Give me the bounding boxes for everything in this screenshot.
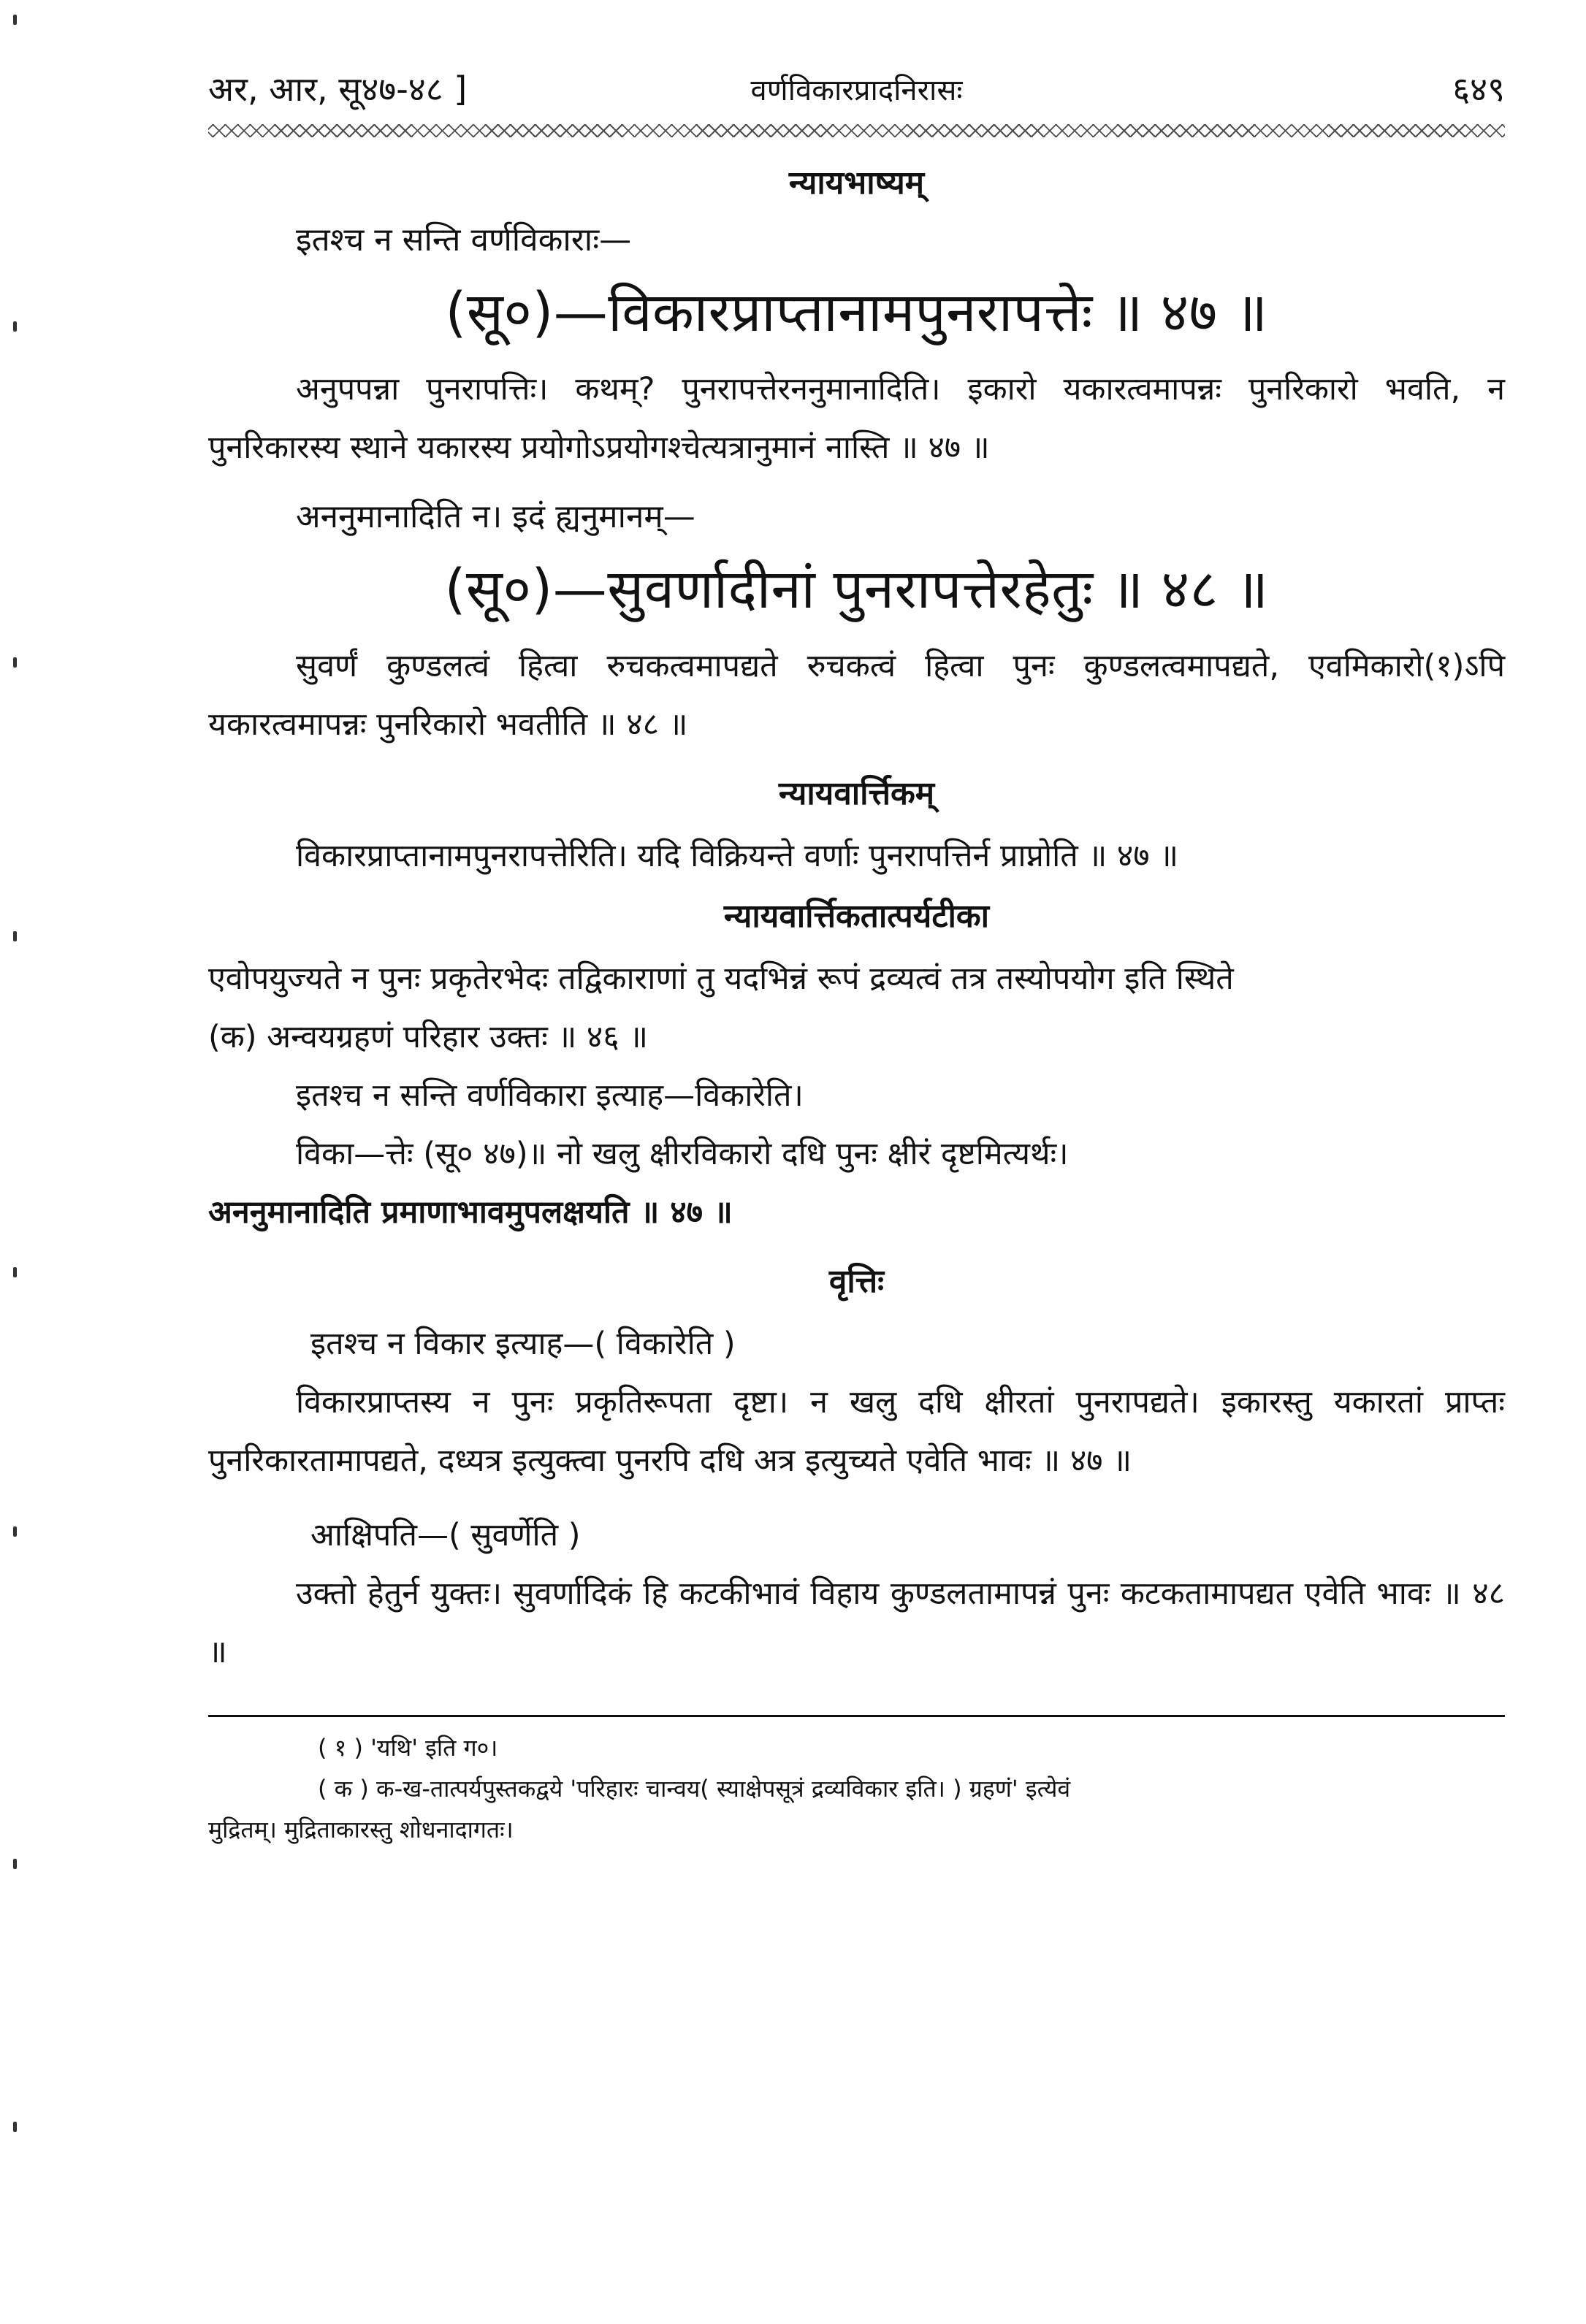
- margin-mark: [13, 931, 17, 941]
- footnote-rule: [208, 1715, 1505, 1717]
- running-header: [208, 58, 1505, 124]
- section-heading-nyayavartikam: न्यायवार्त्तिकम्: [778, 775, 935, 812]
- tika-line: विका—त्तेः (सू० ४७)॥ नो खलु क्षीरविकारो दधि पुनः क्षीरं दृष्टमित्यर्थः।: [296, 1136, 1069, 1172]
- sutra-48: (सू०)—सुवर्णादीनां पुनरापत्तेरहेतुः ॥ ४८ ॥: [444, 558, 1269, 621]
- intro-line: इतश्च न सन्ति वर्णविकाराः—: [296, 221, 632, 259]
- margin-mark: [13, 657, 17, 668]
- book-page: [208, 58, 1505, 1850]
- footnote: ( १ ) 'यथि' इति ग०।: [318, 1734, 498, 1762]
- section-heading-tika: न्यायवार्त्तिकतात्पर्यटीका: [723, 898, 990, 935]
- page-number: ६४९: [1452, 69, 1505, 109]
- margin-mark: [13, 321, 17, 332]
- footnote: मुद्रितम्। मुद्रिताकारस्तु शोधनादागतः।: [208, 1816, 514, 1843]
- tika-line: अननुमानादिति प्रमाणाभावमुपलक्षयति ॥ ४७ ॥: [208, 1194, 733, 1231]
- vritti-paragraph: उक्तो हेतुर्न युक्तः। सुवर्णादिकं हि कटकीभावं विहाय कुण्डलतामापन्नं पुनः कटकतामापद्यत एवेति भावः ॥ ४८ ॥: [208, 1575, 1505, 1670]
- vritti-line: इतश्च न विकार इत्याह—( विकारेति ): [310, 1326, 736, 1362]
- footnote: ( क ) क-ख-तात्पर्यपुस्तकद्वये 'परिहारः चान्वय( स्याक्षेपसूत्रं द्रव्यविकार इति। ) ग्रहणं' इत्येवं: [318, 1775, 1071, 1803]
- tika-line: इतश्च न सन्ति वर्णविकारा इत्याह—विकारेति।: [296, 1077, 804, 1114]
- margin-mark: [13, 2122, 17, 2132]
- margin-mark: [13, 15, 17, 25]
- section-heading-vritti: वृत्तिः: [828, 1263, 885, 1300]
- vritti-line: आक्षिपति—( सुवर्णेति ): [310, 1517, 581, 1553]
- margin-marks: [0, 0, 29, 2324]
- bhashya-paragraph: सुवर्णं कुण्डलत्वं हित्वा रुचकत्वमापद्यते रुचकत्वं हित्वा पुनः कुण्डलत्वमापद्यते, एवमिकारो(१)ऽपि यकारत्वमापन्नः पुनरिकारो भवतीति ॥ ४८ ॥: [208, 648, 1505, 743]
- margin-mark: [13, 1526, 17, 1537]
- header-wavy-rule: [208, 124, 1505, 137]
- section-heading-nyayabhashyam: न्यायभाष्यम्: [788, 164, 925, 202]
- tika-line: एवोपयुज्यते न पुनः प्रकृतेरभेदः तद्विकाराणां तु यदभिन्नं रूपं द्रव्यत्वं तत्र तस्योपयोग इति स्थिते: [208, 960, 1234, 997]
- margin-mark: [13, 1859, 17, 1869]
- header-title: वर्णविकारप्रादनिरासः: [750, 74, 963, 107]
- vritti-paragraph: विकारप्राप्तस्य न पुनः प्रकृतिरूपता दृष्टा। न खलु दधि क्षीरतां पुनरापद्यते। इकारस्तु यकारतां प्राप्तः पुनरिकारतामापद्यते, दध्यत्र इत्युक्त्वा पुनरपि दधि अत्र इत्युच्यते एवेति भावः ॥ ४७ ॥: [208, 1384, 1505, 1479]
- margin-mark: [13, 1267, 17, 1277]
- sutra-47: (सू०)—विकारप्राप्तानामपुनरापत्तेः ॥ ४७ ॥: [445, 281, 1268, 344]
- vartika-line: विकारप्राप्तानामपुनरापत्तेरिति। यदि विक्रियन्ते वर्णाः पुनरापत्तिर्न प्राप्नोति ॥ ४७ ॥: [296, 838, 1179, 874]
- bhashya-paragraph: अनुपपन्ना पुनरापत्तिः। कथम्? पुनरापत्तेरननुमानादिति। इकारो यकारत्वमापन्नः पुनरिकारो भवति, न पुनरिकारस्य स्थाने यकारस्य प्रयोगोऽप्रयोगश्चेत्यत्रानुमानं नास्ति ॥ ४७ ॥: [208, 371, 1505, 466]
- intro-line: अननुमानादिति न। इदं ह्यनुमानम्—: [296, 498, 695, 535]
- header-reference: अर, आर, सू४७-४८ ]: [208, 69, 468, 109]
- tika-line: (क) अन्वयग्रहणं परिहार उक्तः ॥ ४६ ॥: [208, 1019, 649, 1055]
